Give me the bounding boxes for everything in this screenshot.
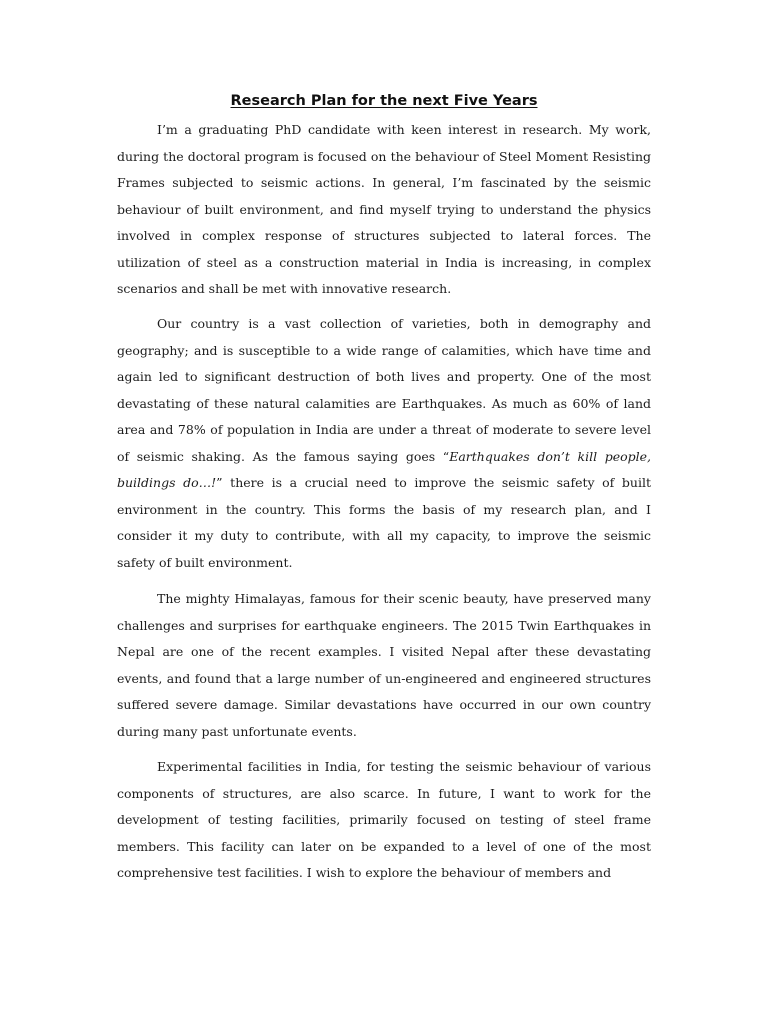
famous-saying-quote: Earthquakes don’t kill people, buildings do…! xyxy=(117,448,651,490)
document-title: Research Plan for the next Five Years xyxy=(230,93,538,109)
paragraph-2 xyxy=(117,311,651,576)
paragraph-3: The mighty Himalayas, famous for their scenic beauty, have preserved many challenges and surprises for earthquake engineers. The 2015 Twin Earthquakes in Nepal are one of the recent examples. I visited Nepal after these devastating events, and found that a large number of un-engineered and engineered structures suffered severe damage. Similar devastations have occurred in our own country during many past unfortunate events. xyxy=(117,591,651,739)
paragraph-1: I’m a graduating PhD candidate with keen interest in research. My work, during the doctoral program is focused on the behaviour of Steel Moment Resisting Frames subjected to seismic actions. In general, I’m fascinated by the seismic behaviour of built environment, and find myself trying to understand the physics involved in complex response of structures subjected to lateral forces. The utilization of steel as a construction material in India is increasing, in complex scenarios and shall be met with innovative research. xyxy=(117,122,651,296)
paragraph-4: Experimental facilities in India, for testing the seismic behaviour of various components of structures, are also scarce. In future, I want to work for the development of testing facilities, primarily focused on testing of steel frame members. This facility can later on be expanded to a level of one of the most comprehensive test facilities. I wish to explore the behaviour of members and xyxy=(117,759,651,880)
paragraph-2-text-after: ” there is a crucial need to improve the seismic safety of built environment in the country. This forms the basis of my research plan, and I consider it my duty to contribute, with all my capacity, to improve the seismic safety of built environment. xyxy=(117,475,651,570)
paragraph-2-text-before: Our country is a vast collection of varieties, both in demography and geography; and is susceptible to a wide range of calamities, which have time and again led to significant destruction of both lives and property. One of the most devastating of these natural calamities are Earthquakes. As much as 60% of land area and 78% of population in India are under a threat of moderate to severe level of seismic shaking. As the famous saying goes “ xyxy=(117,316,651,464)
